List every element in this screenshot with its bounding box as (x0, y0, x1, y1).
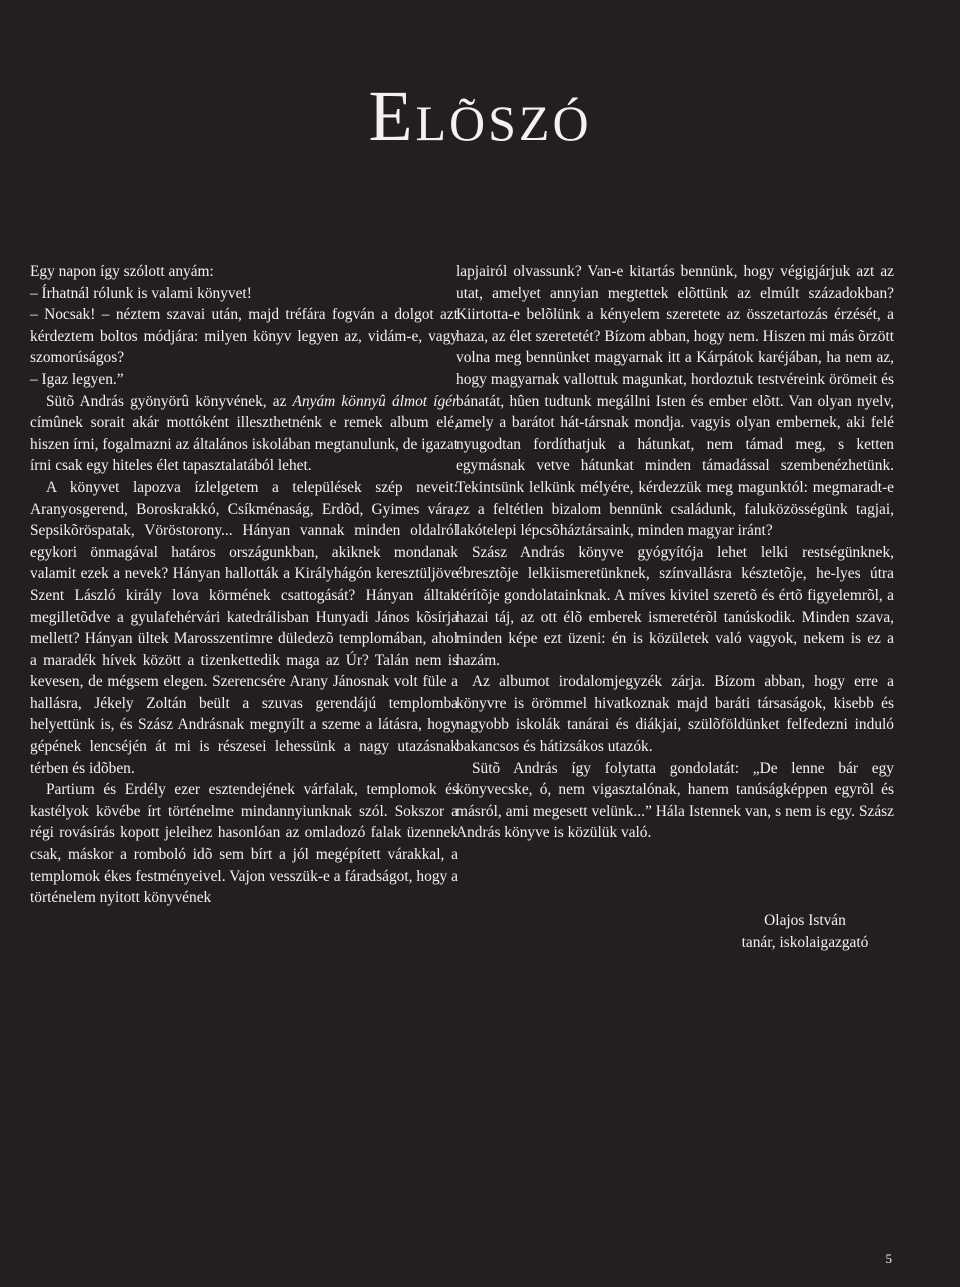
title-initial: E (368, 76, 416, 156)
book-title: Anyám könnyû álmot ígér (292, 392, 458, 410)
paragraph: Egy napon így szólott anyám: (30, 263, 214, 280)
page-title (0, 76, 960, 156)
left-column (30, 261, 458, 909)
signature (700, 910, 910, 953)
paragraph: – Nocsak! – néztem szavai után, majd tréfára fogván a dolgot azt kérdeztem boltos módjára: milyen könyv legyen az, vidám-e, vagy szomorúságos? (30, 306, 458, 367)
author-role: tanár, iskolaigazgató (741, 933, 869, 951)
paragraph: Sütõ András így folytatta gondolatát: „De lenne bár egy könyvecske, ó, nem vigasztalónak, hanem tanúságképpen egyrõl és másról, ami megesett velünk...” Hála Istennek van, s nem is egy. Szász András könyve is közülük való. (456, 759, 894, 842)
title-rest: LÕSZÓ (415, 95, 592, 151)
paragraph: Sütõ András gyönyörû könyvének, az Anyám könnyû álmot ígér címûnek sorait akár mottóként illeszthetnénk e remek album elé, hiszen írni, fogalmazni az általános iskolában megtanulunk, de igazat írni csak egy hiteles élet tapasztalatából lehet. (30, 392, 458, 475)
paragraph: Szász András könyve gyógyítója lehet lelki restségünknek, ébresztõje lelkiismeretünknek, színvallásra késztetõje, he-lyes útra térítõje gondolatainknak. A míves kivitel szeretõ és értõ figyelemrõl, a hazai táj, az ott élõ emberek ismeretérõl tanúskodik. Minden szava, minden képe ezt üzeni: én is közületek való vagyok, nekem is ez a hazám. (456, 543, 894, 669)
paragraph: – Igaz legyen.” (30, 370, 124, 388)
page-number: 5 (885, 1251, 892, 1266)
paragraph: lapjairól olvassunk? Van-e kitartás bennünk, hogy végigjárjuk azt az utat, amelyet annyian megtettek elõttünk az elmúlt századokban? Kiirtotta-e belõlünk a kényelem szeretete az összetartozás érzését, a haza, az élet szeretetét? Bízom abban, hogy nem. Hiszen mi más õrzött volna meg bennünket magyarnak itt a Kárpátok karéjában, ha nem az, hogy magyarnak vallottuk magunkat, hordoztuk testvéreink örömeit és bánatát, hûen tudtunk megállni Isten és ember elõtt. Van olyan nyelv, amely a barátot hát-társnak mondja. vagyis olyan embernek, aki felé nyugodtan fordíthatjuk a hátunkat, nem támad meg, s ketten egymásnak vetve hátunkat minden támadással szembenézhetünk. Tekintsünk lelkünk mélyére, kérdezzük meg magunktól: megmaradt-e ez a feltétlen bizalom bennünk családunk, faluközösségünk tagjai, lakótelepi lépcsõháztársaink, minden magyar iránt? (456, 263, 894, 540)
paragraph: Partium és Erdély ezer esztendejének várfalak, templomok és kastélyok kövébe írt történelme mindannyiunknak szól. Sokszor a régi rovásírás kopott jeleihez hasonlóan az omladozó falak üzennek csak, máskor a romboló idõ sem bírt a jól megépített várakkal, a templomok ékes festményeivel. Vajon vesszük-e a fáradságot, hogy a történelem nyitott könyvének (30, 781, 458, 907)
author-name: Olajos István (764, 912, 846, 929)
paragraph: Az albumot irodalomjegyzék zárja. Bízom abban, hogy erre a könyvre is örömmel hivatkoznak majd baráti társaságok, kisebb és nagyobb iskolák tanárai és diákjai, szülõföldünket felfedezni induló bakancsos és hátizsákos utazók. (456, 673, 894, 756)
paragraph: A könyvet lapozva ízlelgetem a települések szép neveit: Aranyosgerend, Boroskrakkó, Csíkménaság, Erdõd, Gyimes vára, Sepsikõröspatak, Vöröstorony... Hányan vannak minden oldalról egykori önmagával határos országunkban, akiknek mondanak valamit ezek a nevek? Hányan hallották a Királyhágón keresztüljöve Szent László király lova körmének csattogását? Hányan álltak megilletõdve a gyulafehérvári katedrálisban Hunyadi János kõsírja mellett? Hányan ültek Marosszentimre düledezõ templomában, ahol a maradék hívek között a tizenkettedik maga az Úr? Talán nem is kevesen, de mégsem elegen. Szerencsére Arany Jánosnak volt füle a hallásra, Jékely Zoltán beült a szuvas gerendájú templomba helyettünk is, és Szász Andrásnak megnyílt a szeme a látásra, hogy gépének lencséjén át mi is részesei lehessünk a nagy utazásnak térben és idõben. (30, 478, 458, 777)
right-column (456, 261, 894, 844)
paragraph: – Írhatnál rólunk is valami könyvet! (30, 284, 252, 302)
